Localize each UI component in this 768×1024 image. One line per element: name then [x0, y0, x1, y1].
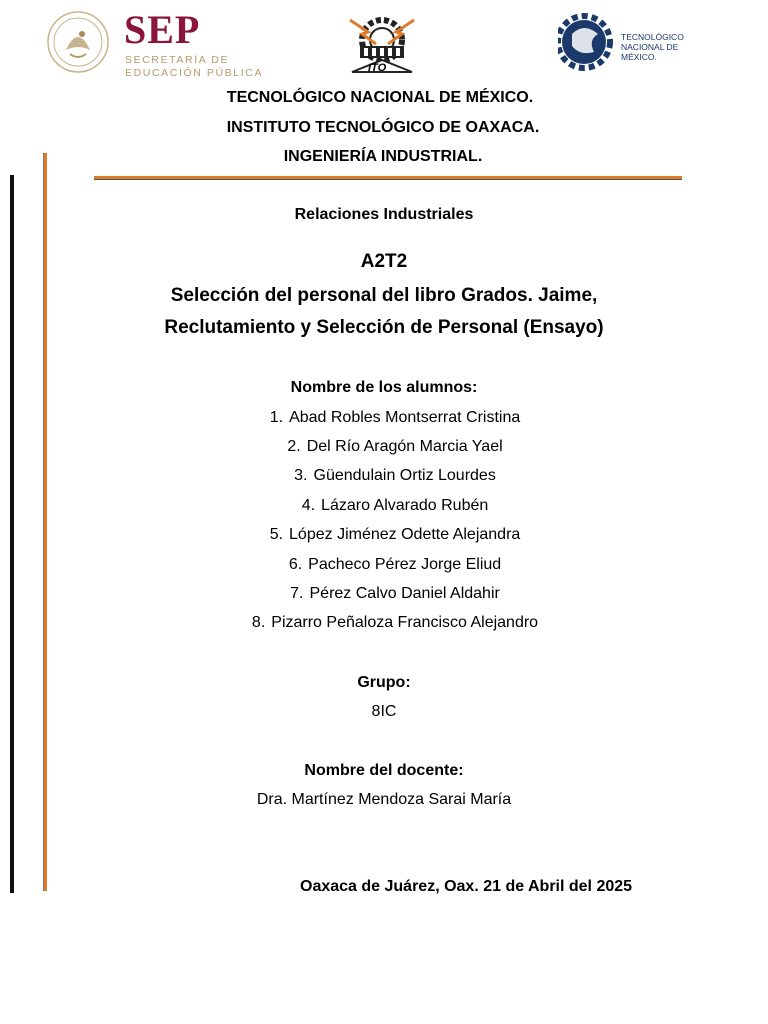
student-number: 3.: [294, 467, 308, 484]
subject-name: Relaciones Industriales: [294, 206, 474, 223]
student-number: 5.: [269, 526, 284, 543]
sep-subtitle-line1: SECRETARÍA DE: [125, 54, 230, 66]
student-name: López Jiménez Odette Alejandra: [289, 526, 521, 543]
student-number: 2.: [287, 438, 301, 455]
document-title-line1: Selección del personal del libro Grados. Jaime,: [170, 285, 598, 306]
institution-line1: TECNOLÓGICO NACIONAL DE MÉXICO.: [226, 89, 534, 106]
student-item: [0, 584, 768, 604]
tecnm-logo: [558, 12, 708, 72]
student-name: Pacheco Pérez Jorge Eliud: [308, 556, 502, 573]
student-name: Güendulain Ortiz Lourdes: [313, 467, 496, 484]
students-label: Nombre de los alumnos:: [290, 379, 478, 396]
teacher-label: Nombre del docente:: [304, 762, 464, 779]
teacher-name: Dra. Martínez Mendoza Sarai María: [256, 791, 512, 808]
place-and-date: Oaxaca de Juárez, Oax. 21 de Abril del 2025: [300, 878, 633, 895]
tecnm-line1: TECNOLÓGICO: [621, 32, 684, 42]
student-item: [0, 613, 768, 633]
student-item: [0, 525, 768, 545]
institution-line2: INSTITUTO TECNOLÓGICO DE OAXACA.: [226, 119, 540, 136]
document-title-line2: Reclutamiento y Selección de Personal (Ensayo): [164, 317, 604, 338]
student-item: [0, 408, 768, 428]
student-number: 1.: [269, 409, 284, 426]
group-value: 8IC: [371, 703, 397, 720]
student-item: [0, 555, 768, 575]
header-divider: [94, 176, 682, 180]
student-name: Pizarro Peñaloza Francisco Alejandro: [271, 614, 539, 631]
student-number: 6.: [288, 556, 303, 573]
mexico-seal-icon: [44, 10, 114, 74]
tecnm-line2: NACIONAL DE MÉXICO.: [621, 42, 679, 62]
sep-logo: [44, 7, 264, 79]
student-item: [0, 496, 768, 516]
student-item: [0, 437, 768, 457]
student-name: Pérez Calvo Daniel Aldahir: [309, 585, 500, 602]
student-number: 7.: [290, 585, 304, 602]
student-name: Abad Robles Montserrat Cristina: [289, 409, 521, 426]
student-number: 8.: [251, 614, 266, 631]
institution-line3: INGENIERÍA INDUSTRIAL.: [283, 148, 483, 165]
sep-subtitle-line2: EDUCACIÓN PÚBLICA: [125, 67, 264, 79]
group-label: Grupo:: [357, 674, 411, 691]
student-item: [0, 466, 768, 486]
sep-wordmark: SEP: [124, 7, 201, 52]
ito-logo-text: ITO: [368, 62, 387, 74]
student-number: 4.: [301, 497, 316, 514]
student-name: Lázaro Alvarado Rubén: [321, 497, 489, 514]
ito-oaxaca-logo: [346, 10, 418, 76]
activity-code: A2T2: [360, 251, 408, 272]
student-name: Del Río Aragón Marcia Yael: [306, 438, 503, 455]
tecnm-gear-icon: [558, 12, 618, 72]
